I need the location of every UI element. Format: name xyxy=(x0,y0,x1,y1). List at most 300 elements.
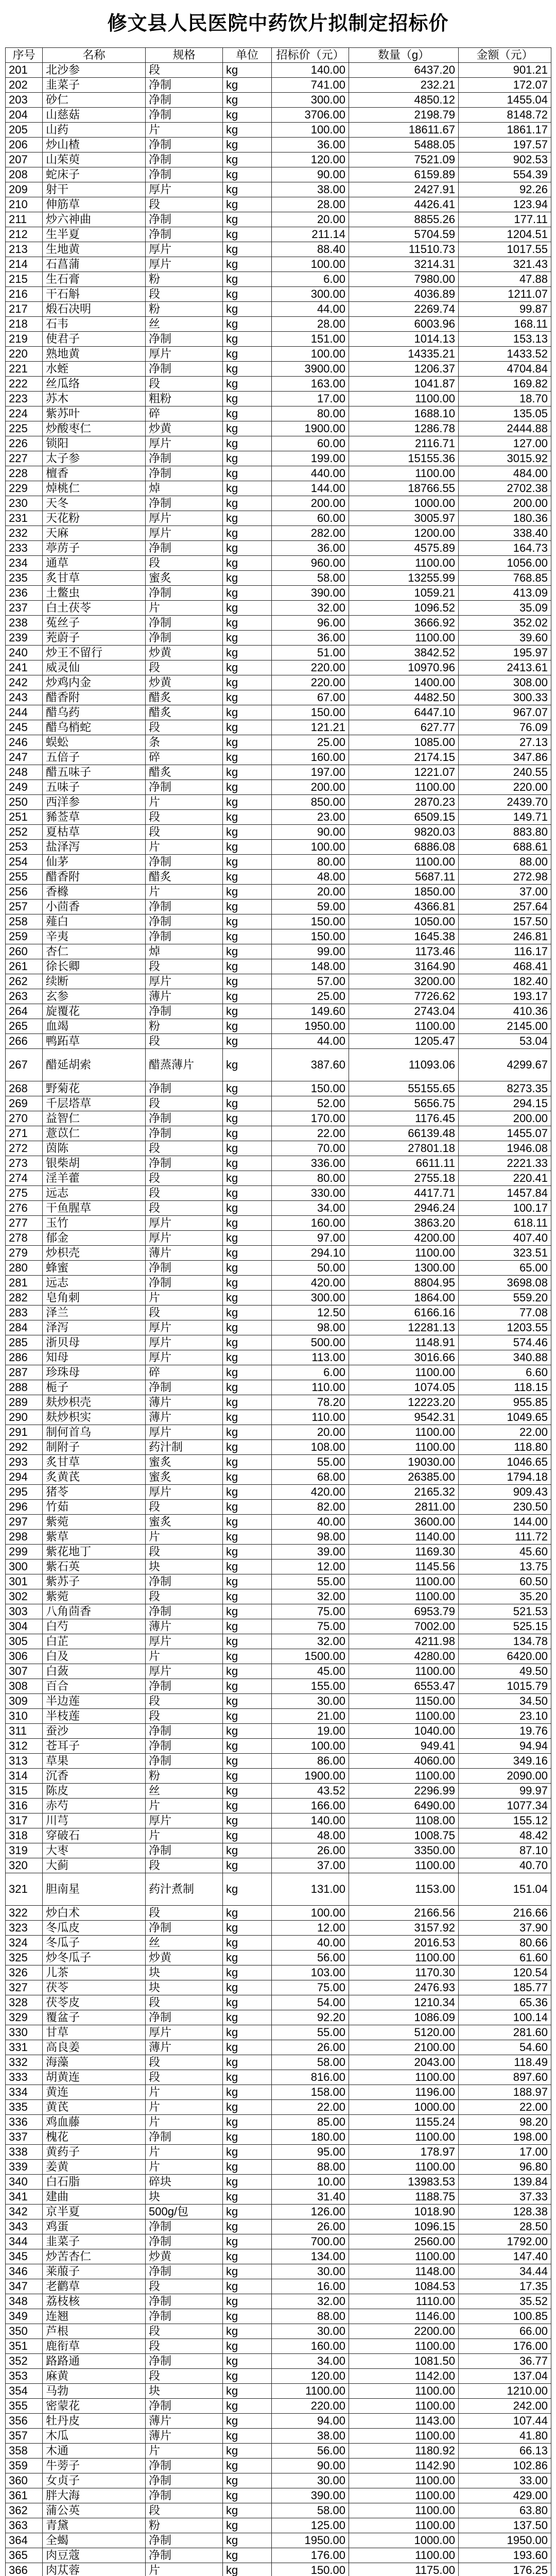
cell-qty: 2743.04 xyxy=(349,1004,459,1019)
cell-price: 60.00 xyxy=(272,511,349,526)
cell-name: 高良姜 xyxy=(43,2040,146,2055)
table-row xyxy=(6,496,551,511)
cell-name: 紫草 xyxy=(43,1530,146,1545)
cell-unit: kg xyxy=(223,257,272,272)
cell-spec: 段 xyxy=(146,197,223,212)
cell-price: 176.00 xyxy=(272,2548,349,2563)
cell-no: 249 xyxy=(6,780,43,795)
cell-no: 324 xyxy=(6,1936,43,1951)
cell-no: 273 xyxy=(6,1156,43,1171)
cell-no: 330 xyxy=(6,2025,43,2040)
cell-amount: 3698.08 xyxy=(459,1276,551,1291)
cell-amount: 172.07 xyxy=(459,78,551,93)
cell-amount: 1792.00 xyxy=(459,2234,551,2249)
cell-no: 340 xyxy=(6,2175,43,2190)
cell-unit: kg xyxy=(223,2010,272,2025)
cell-name: 甘草 xyxy=(43,2025,146,2040)
cell-name: 穿破石 xyxy=(43,1828,146,1843)
cell-price: 25.00 xyxy=(272,989,349,1004)
cell-amount: 176.00 xyxy=(459,2339,551,2354)
cell-price: 121.21 xyxy=(272,720,349,735)
cell-qty: 6166.16 xyxy=(349,1306,459,1320)
cell-qty: 1175.00 xyxy=(349,2563,459,2576)
cell-no: 243 xyxy=(6,690,43,705)
table-row xyxy=(6,1980,551,1995)
cell-amount: 197.57 xyxy=(459,138,551,152)
cell-no: 339 xyxy=(6,2160,43,2175)
cell-amount: 94.94 xyxy=(459,1739,551,1754)
cell-no: 237 xyxy=(6,601,43,616)
cell-name: 西洋参 xyxy=(43,795,146,810)
cell-price: 88.00 xyxy=(272,2160,349,2175)
cell-unit: kg xyxy=(223,1936,272,1951)
cell-price: 36.00 xyxy=(272,138,349,152)
cell-unit: kg xyxy=(223,347,272,362)
cell-name: 香橼 xyxy=(43,885,146,900)
cell-no: 255 xyxy=(6,870,43,885)
cell-price: 57.00 xyxy=(272,974,349,989)
cell-name: 生半夏 xyxy=(43,227,146,242)
cell-price: 330.00 xyxy=(272,1186,349,1201)
cell-qty: 1008.75 xyxy=(349,1828,459,1843)
cell-qty: 2269.74 xyxy=(349,302,459,317)
cell-price: 390.00 xyxy=(272,586,349,601)
cell-no: 258 xyxy=(6,914,43,929)
cell-price: 32.00 xyxy=(272,601,349,616)
cell-name: 泽兰 xyxy=(43,1306,146,1320)
cell-name: 茯苓 xyxy=(43,1980,146,1995)
table-row xyxy=(6,1530,551,1545)
cell-amount: 955.85 xyxy=(459,1395,551,1410)
cell-name: 薏苡仁 xyxy=(43,1126,146,1141)
cell-no: 216 xyxy=(6,287,43,302)
cell-spec: 条 xyxy=(146,735,223,750)
cell-qty: 1286.78 xyxy=(349,421,459,436)
table-row xyxy=(6,870,551,885)
cell-price: 110.00 xyxy=(272,1380,349,1395)
table-row xyxy=(6,1965,551,1980)
cell-amount: 2702.38 xyxy=(459,481,551,496)
cell-amount: 1861.17 xyxy=(459,123,551,138)
cell-price: 98.00 xyxy=(272,1320,349,1335)
cell-no: 364 xyxy=(6,2533,43,2548)
cell-price: 97.00 xyxy=(272,1231,349,1246)
table-row xyxy=(6,1634,551,1649)
cell-amount: 2439.70 xyxy=(459,795,551,810)
cell-price: 38.00 xyxy=(272,2429,349,2444)
cell-price: 160.00 xyxy=(272,750,349,765)
cell-spec: 薄片 xyxy=(146,2040,223,2055)
cell-name: 紫花地丁 xyxy=(43,1545,146,1560)
cell-unit: kg xyxy=(223,78,272,93)
cell-price: 140.00 xyxy=(272,1814,349,1828)
cell-no: 303 xyxy=(6,1604,43,1619)
cell-spec: 净制 xyxy=(146,2219,223,2234)
cell-no: 267 xyxy=(6,1049,43,1081)
cell-amount: 338.40 xyxy=(459,526,551,541)
cell-price: 23.00 xyxy=(272,810,349,825)
cell-name: 皂角刺 xyxy=(43,1291,146,1306)
cell-qty: 1100.00 xyxy=(349,1858,459,1873)
cell-name: 沉香 xyxy=(43,1769,146,1784)
cell-qty: 1100.00 xyxy=(349,1019,459,1034)
table-row xyxy=(6,182,551,197)
cell-no: 351 xyxy=(6,2339,43,2354)
cell-unit: kg xyxy=(223,1455,272,1470)
cell-no: 311 xyxy=(6,1724,43,1739)
cell-qty: 9542.31 xyxy=(349,1410,459,1425)
cell-name: 通草 xyxy=(43,556,146,571)
cell-unit: kg xyxy=(223,929,272,944)
cell-price: 58.00 xyxy=(272,571,349,586)
cell-unit: kg xyxy=(223,2518,272,2533)
cell-spec: 薄片 xyxy=(146,1410,223,1425)
table-row xyxy=(6,1951,551,1965)
cell-price: 741.00 xyxy=(272,78,349,93)
cell-name: 槐花 xyxy=(43,2130,146,2145)
cell-amount: 300.33 xyxy=(459,690,551,705)
cell-price: 82.00 xyxy=(272,1500,349,1515)
cell-price: 500.00 xyxy=(272,1335,349,1350)
table-row xyxy=(6,1515,551,1530)
cell-qty: 1081.50 xyxy=(349,2354,459,2369)
cell-no: 366 xyxy=(6,2563,43,2576)
cell-price: 50.00 xyxy=(272,1261,349,1276)
cell-no: 268 xyxy=(6,1081,43,1096)
cell-spec: 片 xyxy=(146,2444,223,2459)
cell-price: 125.00 xyxy=(272,2518,349,2533)
cell-name: 浙贝母 xyxy=(43,1335,146,1350)
cell-unit: kg xyxy=(223,2399,272,2414)
cell-unit: kg xyxy=(223,1843,272,1858)
cell-unit: kg xyxy=(223,870,272,885)
cell-price: 12.00 xyxy=(272,1560,349,1574)
cell-name: 牛蒡子 xyxy=(43,2459,146,2473)
cell-name: 醋乌药 xyxy=(43,705,146,720)
table-row xyxy=(6,1560,551,1574)
cell-amount: 200.00 xyxy=(459,1111,551,1126)
cell-unit: kg xyxy=(223,690,272,705)
cell-no: 209 xyxy=(6,182,43,197)
cell-no: 252 xyxy=(6,825,43,840)
cell-spec: 药汁制 xyxy=(146,1440,223,1455)
cell-no: 230 xyxy=(6,496,43,511)
cell-price: 90.00 xyxy=(272,825,349,840)
cell-spec: 净制 xyxy=(146,2533,223,2548)
cell-price: 26.00 xyxy=(272,2219,349,2234)
cell-unit: kg xyxy=(223,1574,272,1589)
cell-spec: 净制 xyxy=(146,332,223,347)
cell-spec: 炒黄 xyxy=(146,675,223,690)
cell-qty: 4850.12 xyxy=(349,93,459,108)
cell-no: 347 xyxy=(6,2279,43,2294)
cell-unit: kg xyxy=(223,914,272,929)
table-row xyxy=(6,631,551,646)
table-row xyxy=(6,2384,551,2399)
cell-qty: 1148.91 xyxy=(349,1335,459,1350)
cell-amount: 180.36 xyxy=(459,511,551,526)
cell-amount: 429.00 xyxy=(459,2488,551,2503)
cell-qty: 12281.13 xyxy=(349,1320,459,1335)
cell-price: 120.00 xyxy=(272,2369,349,2384)
cell-price: 88.40 xyxy=(272,242,349,257)
cell-price: 44.00 xyxy=(272,302,349,317)
cell-price: 390.00 xyxy=(272,2488,349,2503)
cell-unit: kg xyxy=(223,1980,272,1995)
cell-spec: 粉 xyxy=(146,302,223,317)
table-row xyxy=(6,690,551,705)
cell-no: 276 xyxy=(6,1201,43,1216)
cell-no: 338 xyxy=(6,2145,43,2160)
cell-no: 229 xyxy=(6,481,43,496)
cell-amount: 4704.84 xyxy=(459,362,551,377)
cell-qty: 2043.00 xyxy=(349,2055,459,2070)
cell-unit: kg xyxy=(223,2369,272,2384)
cell-price: 98.00 xyxy=(272,1530,349,1545)
cell-spec: 段 xyxy=(146,1906,223,1921)
cell-name: 半边莲 xyxy=(43,1694,146,1709)
cell-spec: 块 xyxy=(146,1560,223,1574)
cell-spec: 段 xyxy=(146,1858,223,1873)
cell-spec: 厚片 xyxy=(146,511,223,526)
cell-amount: 200.00 xyxy=(459,496,551,511)
cell-spec: 焯 xyxy=(146,481,223,496)
cell-name: 白芍 xyxy=(43,1619,146,1634)
cell-unit: kg xyxy=(223,765,272,780)
cell-spec: 醋炙 xyxy=(146,765,223,780)
cell-amount: 6420.00 xyxy=(459,1649,551,1664)
cell-spec: 碎块 xyxy=(146,2175,223,2190)
cell-name: 川芎 xyxy=(43,1814,146,1828)
cell-name: 紫石英 xyxy=(43,1560,146,1574)
cell-qty: 1221.07 xyxy=(349,765,459,780)
cell-amount: 768.85 xyxy=(459,571,551,586)
cell-unit: kg xyxy=(223,1530,272,1545)
cell-amount: 41.80 xyxy=(459,2429,551,2444)
cell-name: 淫羊藿 xyxy=(43,1171,146,1186)
cell-unit: kg xyxy=(223,989,272,1004)
cell-spec: 净制 xyxy=(146,616,223,631)
table-row xyxy=(6,2010,551,2025)
cell-unit: kg xyxy=(223,720,272,735)
cell-amount: 1455.04 xyxy=(459,93,551,108)
cell-no: 357 xyxy=(6,2429,43,2444)
cell-unit: kg xyxy=(223,1320,272,1335)
cell-price: 166.00 xyxy=(272,1799,349,1814)
cell-name: 姜黄 xyxy=(43,2160,146,2175)
cell-no: 356 xyxy=(6,2414,43,2429)
cell-price: 150.00 xyxy=(272,929,349,944)
cell-qty: 1100.00 xyxy=(349,2473,459,2488)
cell-amount: 1077.34 xyxy=(459,1799,551,1814)
cell-amount: 149.71 xyxy=(459,810,551,825)
table-row xyxy=(6,2249,551,2264)
cell-qty: 2116.71 xyxy=(349,436,459,451)
cell-price: 100.00 xyxy=(272,347,349,362)
table-row xyxy=(6,1126,551,1141)
cell-no: 222 xyxy=(6,377,43,392)
cell-unit: kg xyxy=(223,2100,272,2115)
cell-unit: kg xyxy=(223,2249,272,2264)
cell-no: 212 xyxy=(6,227,43,242)
table-row xyxy=(6,900,551,914)
cell-no: 265 xyxy=(6,1019,43,1034)
table-row xyxy=(6,2145,551,2160)
header-unit: 单位 xyxy=(223,48,272,63)
cell-spec: 净制 xyxy=(146,2488,223,2503)
cell-no: 352 xyxy=(6,2354,43,2369)
cell-spec: 片 xyxy=(146,795,223,810)
cell-amount: 100.14 xyxy=(459,2010,551,2025)
cell-spec: 厚片 xyxy=(146,182,223,197)
cell-price: 113.00 xyxy=(272,1350,349,1365)
cell-no: 277 xyxy=(6,1216,43,1231)
cell-name: 胖大海 xyxy=(43,2488,146,2503)
cell-spec: 净制 xyxy=(146,586,223,601)
cell-name: 檀香 xyxy=(43,466,146,481)
cell-qty: 1169.30 xyxy=(349,1545,459,1560)
cell-amount: 80.66 xyxy=(459,1936,551,1951)
cell-spec: 净制 xyxy=(146,1921,223,1936)
cell-no: 219 xyxy=(6,332,43,347)
cell-name: 炙黄芪 xyxy=(43,1470,146,1485)
cell-spec: 段 xyxy=(146,1545,223,1560)
cell-unit: kg xyxy=(223,1395,272,1410)
table-row xyxy=(6,2548,551,2563)
cell-name: 苏木 xyxy=(43,392,146,406)
cell-spec: 净制 xyxy=(146,212,223,227)
cell-amount: 272.98 xyxy=(459,870,551,885)
cell-amount: 1204.51 xyxy=(459,227,551,242)
cell-qty: 1210.34 xyxy=(349,1995,459,2010)
cell-unit: kg xyxy=(223,302,272,317)
cell-amount: 164.73 xyxy=(459,541,551,556)
cell-spec: 厚片 xyxy=(146,1350,223,1365)
cell-name: 醋香附 xyxy=(43,690,146,705)
cell-price: 43.52 xyxy=(272,1784,349,1799)
cell-unit: kg xyxy=(223,2219,272,2234)
table-row xyxy=(6,2444,551,2459)
table-row xyxy=(6,1679,551,1694)
cell-spec: 净制 xyxy=(146,2399,223,2414)
cell-price: 40.00 xyxy=(272,1515,349,1530)
cell-spec: 片 xyxy=(146,1291,223,1306)
cell-no: 288 xyxy=(6,1380,43,1395)
cell-price: 1900.00 xyxy=(272,1769,349,1784)
cell-name: 胆南星 xyxy=(43,1873,146,1906)
cell-name: 生石膏 xyxy=(43,272,146,287)
cell-amount: 347.86 xyxy=(459,750,551,765)
cell-amount: 1203.55 xyxy=(459,1320,551,1335)
cell-spec: 薄片 xyxy=(146,989,223,1004)
table-row xyxy=(6,1739,551,1754)
cell-amount: 521.53 xyxy=(459,1604,551,1619)
cell-no: 272 xyxy=(6,1141,43,1156)
table-row xyxy=(6,1171,551,1186)
cell-qty: 10970.96 xyxy=(349,660,459,675)
cell-spec: 薄片 xyxy=(146,2414,223,2429)
cell-no: 257 xyxy=(6,900,43,914)
cell-spec: 净制 xyxy=(146,929,223,944)
cell-amount: 352.02 xyxy=(459,616,551,631)
cell-spec: 片 xyxy=(146,885,223,900)
cell-no: 228 xyxy=(6,466,43,481)
table-row xyxy=(6,825,551,840)
cell-unit: kg xyxy=(223,750,272,765)
cell-name: 栀子 xyxy=(43,1380,146,1395)
cell-spec: 段 xyxy=(146,63,223,78)
cell-no: 358 xyxy=(6,2444,43,2459)
cell-spec: 净制 xyxy=(146,78,223,93)
table-row xyxy=(6,197,551,212)
cell-spec: 丝 xyxy=(146,317,223,332)
table-row xyxy=(6,392,551,406)
cell-name: 干鱼腥草 xyxy=(43,1201,146,1216)
cell-no: 261 xyxy=(6,959,43,974)
cell-no: 248 xyxy=(6,765,43,780)
cell-amount: 1017.55 xyxy=(459,242,551,257)
cell-no: 317 xyxy=(6,1814,43,1828)
cell-price: 103.00 xyxy=(272,1965,349,1980)
cell-spec: 净制 xyxy=(146,1004,223,1019)
cell-name: 蒲公英 xyxy=(43,2503,146,2518)
cell-name: 麸炒枳实 xyxy=(43,1410,146,1425)
table-row xyxy=(6,974,551,989)
cell-unit: kg xyxy=(223,496,272,511)
cell-name: 威灵仙 xyxy=(43,660,146,675)
cell-name: 泽泻 xyxy=(43,1320,146,1335)
cell-amount: 1046.65 xyxy=(459,1455,551,1470)
cell-no: 264 xyxy=(6,1004,43,1019)
cell-spec: 净制 xyxy=(146,1111,223,1126)
cell-spec: 净制 xyxy=(146,466,223,481)
cell-no: 331 xyxy=(6,2040,43,2055)
cell-amount: 177.11 xyxy=(459,212,551,227)
cell-qty: 1100.00 xyxy=(349,631,459,646)
table-row xyxy=(6,1694,551,1709)
cell-unit: kg xyxy=(223,1261,272,1276)
cell-qty: 1173.46 xyxy=(349,944,459,959)
cell-no: 310 xyxy=(6,1709,43,1724)
cell-spec: 净制 xyxy=(146,2354,223,2369)
cell-qty: 4060.00 xyxy=(349,1754,459,1769)
cell-no: 275 xyxy=(6,1186,43,1201)
cell-spec: 药汁煮制 xyxy=(146,1873,223,1906)
table-row xyxy=(6,2339,551,2354)
table-row xyxy=(6,1589,551,1604)
cell-amount: 281.60 xyxy=(459,2025,551,2040)
cell-no: 307 xyxy=(6,1664,43,1679)
cell-name: 胡黄连 xyxy=(43,2070,146,2085)
cell-price: 60.00 xyxy=(272,436,349,451)
cell-name: 连翘 xyxy=(43,2309,146,2324)
cell-no: 227 xyxy=(6,451,43,466)
cell-qty: 1096.15 xyxy=(349,2219,459,2234)
cell-qty: 4417.71 xyxy=(349,1186,459,1201)
cell-amount: 230.50 xyxy=(459,1500,551,1515)
cell-no: 226 xyxy=(6,436,43,451)
cell-unit: kg xyxy=(223,1126,272,1141)
cell-qty: 15155.36 xyxy=(349,451,459,466)
cell-unit: kg xyxy=(223,2294,272,2309)
cell-no: 244 xyxy=(6,705,43,720)
cell-qty: 3350.00 xyxy=(349,1843,459,1858)
cell-price: 12.00 xyxy=(272,1921,349,1936)
cell-spec: 净制 xyxy=(146,2234,223,2249)
cell-no: 359 xyxy=(6,2459,43,2473)
cell-qty: 1100.00 xyxy=(349,2070,459,2085)
cell-price: 39.00 xyxy=(272,1545,349,1560)
